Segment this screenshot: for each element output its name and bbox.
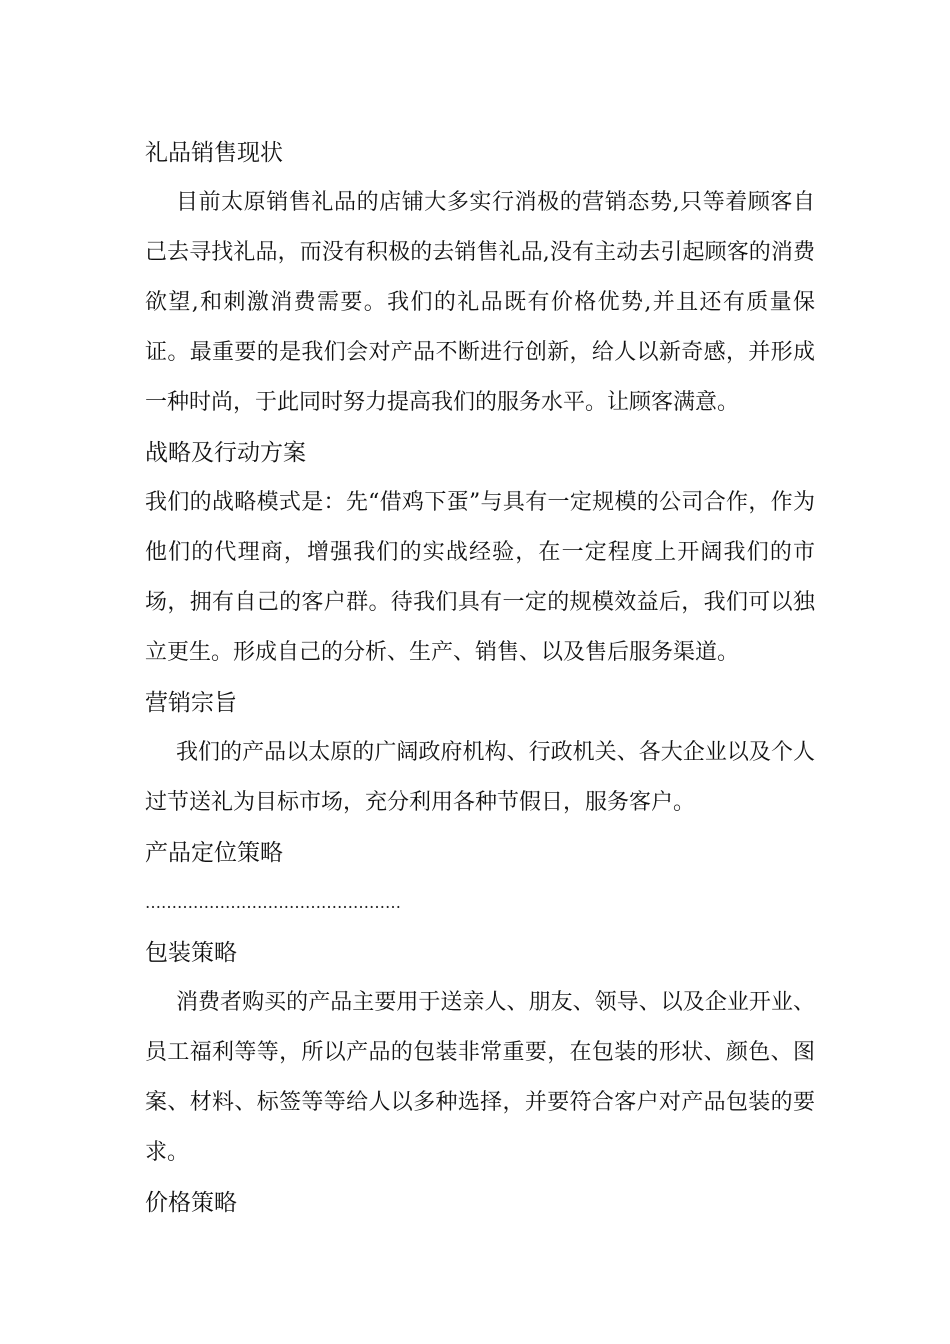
- section-heading-product-positioning: 产品定位策略: [145, 840, 283, 866]
- section-text-packaging-strategy: 消费者购买的产品主要用于送亲人、朋友、领导、以及企业开业、员工福利等等，所以产品的包装非常重要，在包装的形状、颜色、图案、材料、标签等等给人以多种选择，并要符合客户对产品包装的要求。: [145, 990, 815, 1165]
- document-content: [145, 128, 815, 1228]
- section-heading-pricing-strategy: 价格策略: [145, 1190, 237, 1216]
- section-text-strategy-action-plan: 我们的战略模式是：先“借鸡下蛋”与具有一定规模的公司合作，作为他们的代理商，增强我们的实战经验，在一定程度上开阔我们的市场，拥有自己的客户群。待我们具有一定的规模效益后，我们可以独立更生。形成自己的分析、生产、销售、以及售后服务渠道。: [145, 490, 815, 665]
- section-heading-strategy-action-plan: 战略及行动方案: [145, 440, 306, 466]
- section-text-marketing-purpose: 我们的产品以太原的广阔政府机构、行政机关、各大企业以及个人过节送礼为目标市场，充分利用各种节假日，服务客户。: [145, 740, 815, 815]
- section-text-gift-sales-status: 目前太原销售礼品的店铺大多实行消极的营销态势,只等着顾客自己去寻找礼品，而没有积极的去销售礼品,没有主动去引起顾客的消费欲望,和刺激消费需要。我们的礼品既有价格优势,并且还有质量保证。最重要的是我们会对产品不断进行创新，给人以新奇感，并形成一种时尚，于此同时努力提高我们的服务水平。让顾客满意。: [145, 190, 815, 415]
- section-heading-gift-sales-status: 礼品销售现状: [145, 140, 283, 166]
- section-heading-marketing-purpose: 营销宗旨: [145, 690, 237, 716]
- section-text-product-positioning-ellipsis: …………………………………………: [145, 893, 401, 912]
- section-heading-packaging-strategy: 包装策略: [145, 940, 237, 966]
